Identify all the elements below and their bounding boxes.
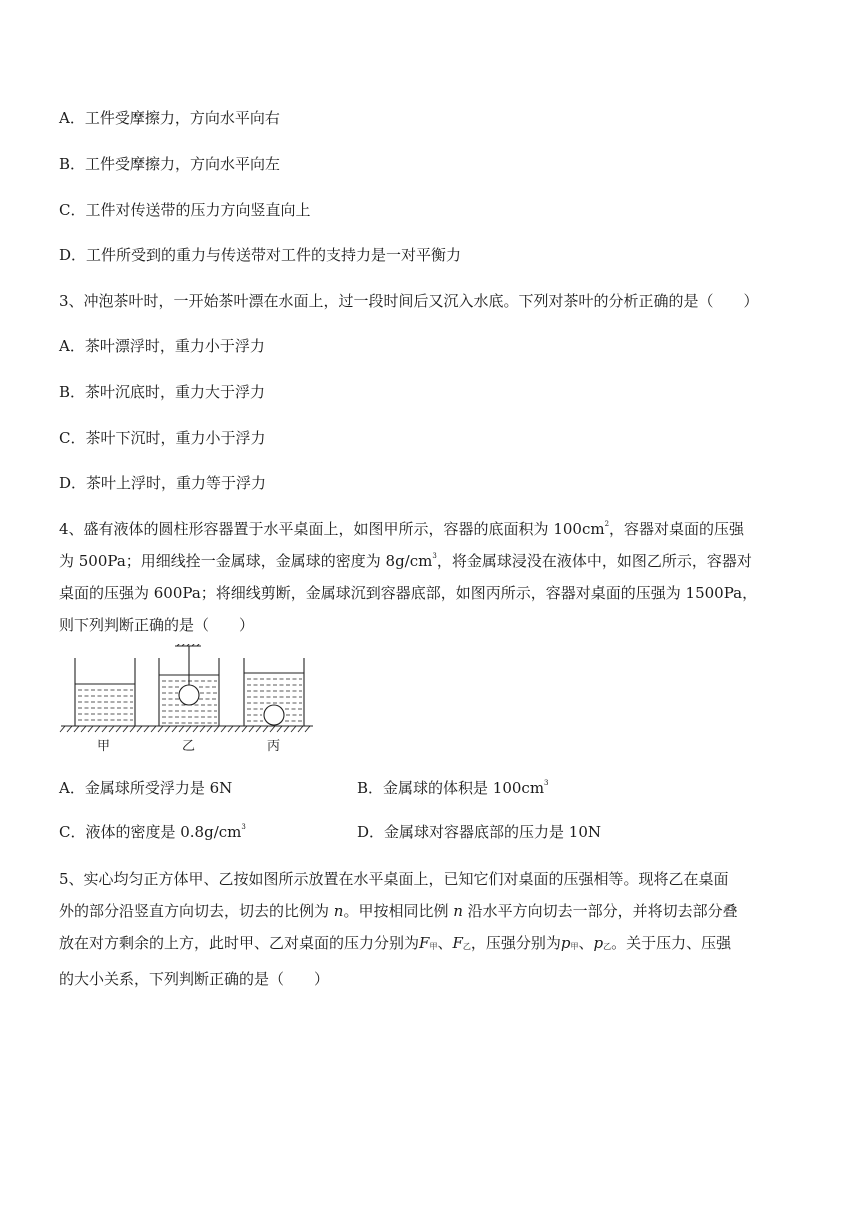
- q4-stem-line-3: 桌面的压强为 600Pa；将细线剪断，金属球沉到容器底部，如图丙所示，容器对桌面的压强为 1500Pa，: [59, 584, 758, 602]
- label-yi: 乙: [182, 739, 196, 754]
- q3-option-b: B．茶叶沉底时，重力大于浮力: [59, 383, 266, 401]
- q5-stem-line-4: 的大小关系，下列判断正确的是（ ）: [59, 970, 330, 988]
- q4-stem-line-1: 4、盛有液体的圆柱形容器置于水平桌面上，如图甲所示，容器的底面积为 $100cm^2$，容器对桌面的压强: [59, 520, 745, 538]
- q4-option-c: C．液体的密度是 $0.8g/cm^3$: [59, 823, 246, 841]
- container-yi: [159, 644, 219, 726]
- metal-ball-sunk: [264, 705, 284, 725]
- q2-option-b: B．工件受摩擦力，方向水平向左: [59, 155, 281, 173]
- q4-option-a: A．金属球所受浮力是 6N: [59, 779, 233, 797]
- q5-stem-line-3: 放在对方剩余的上方，此时甲、乙对桌面的压力分别为F甲、F乙，压强分别为p甲、p乙。关于压力、压强: [59, 934, 732, 952]
- q4-option-b: B．金属球的体积是 $100cm^3$: [357, 779, 549, 797]
- label-jia: 甲: [97, 739, 111, 754]
- q2-option-d: D．工件所受到的重力与传送带对工件的支持力是一对平衡力: [59, 246, 462, 264]
- q5-stem: [59, 863, 804, 995]
- q4-stem: [59, 513, 804, 641]
- q5-stem-line-2: 外的部分沿竖直方向切去，切去的比例为 n。甲按相同比例 n 沿水平方向切去一部分，并将切去部分叠: [59, 902, 738, 920]
- container-jia: [75, 658, 135, 726]
- q4-stem-line-2: 为 500Pa；用细线拴一金属球，金属球的密度为 $8g/cm^3$，将金属球浸没在液体中，如图乙所示，容器对: [59, 552, 752, 570]
- q4-stem-line-4: 则下列判断正确的是（ ）: [59, 616, 255, 634]
- q3-stem: 3、冲泡茶叶时，一开始茶叶漂在水面上，过一段时间后又沉入水底。下列对茶叶的分析正确的是（ ）: [59, 292, 759, 310]
- q3-option-c: C．茶叶下沉时，重力小于浮力: [59, 429, 266, 447]
- label-bing: 丙: [267, 739, 281, 754]
- q4-option-d: D．金属球对容器底部的压力是 10N: [357, 823, 602, 841]
- containers-figure: [59, 644, 319, 756]
- q3-option-d: D．茶叶上浮时，重力等于浮力: [59, 474, 267, 492]
- q2-option-a: A．工件受摩擦力，方向水平向右: [59, 109, 280, 127]
- ground-hatching: [60, 726, 310, 732]
- q5-stem-line-1: 5、实心均匀正方体甲、乙按如图所示放置在水平桌面上，已知它们对桌面的压强相等。现将乙在桌面: [59, 870, 729, 888]
- q2-option-c: C．工件对传送带的压力方向竖直向上: [59, 201, 311, 219]
- q3-option-a: A．茶叶漂浮时，重力小于浮力: [59, 337, 265, 355]
- container-bing: [244, 658, 304, 726]
- metal-ball-suspended: [179, 685, 199, 705]
